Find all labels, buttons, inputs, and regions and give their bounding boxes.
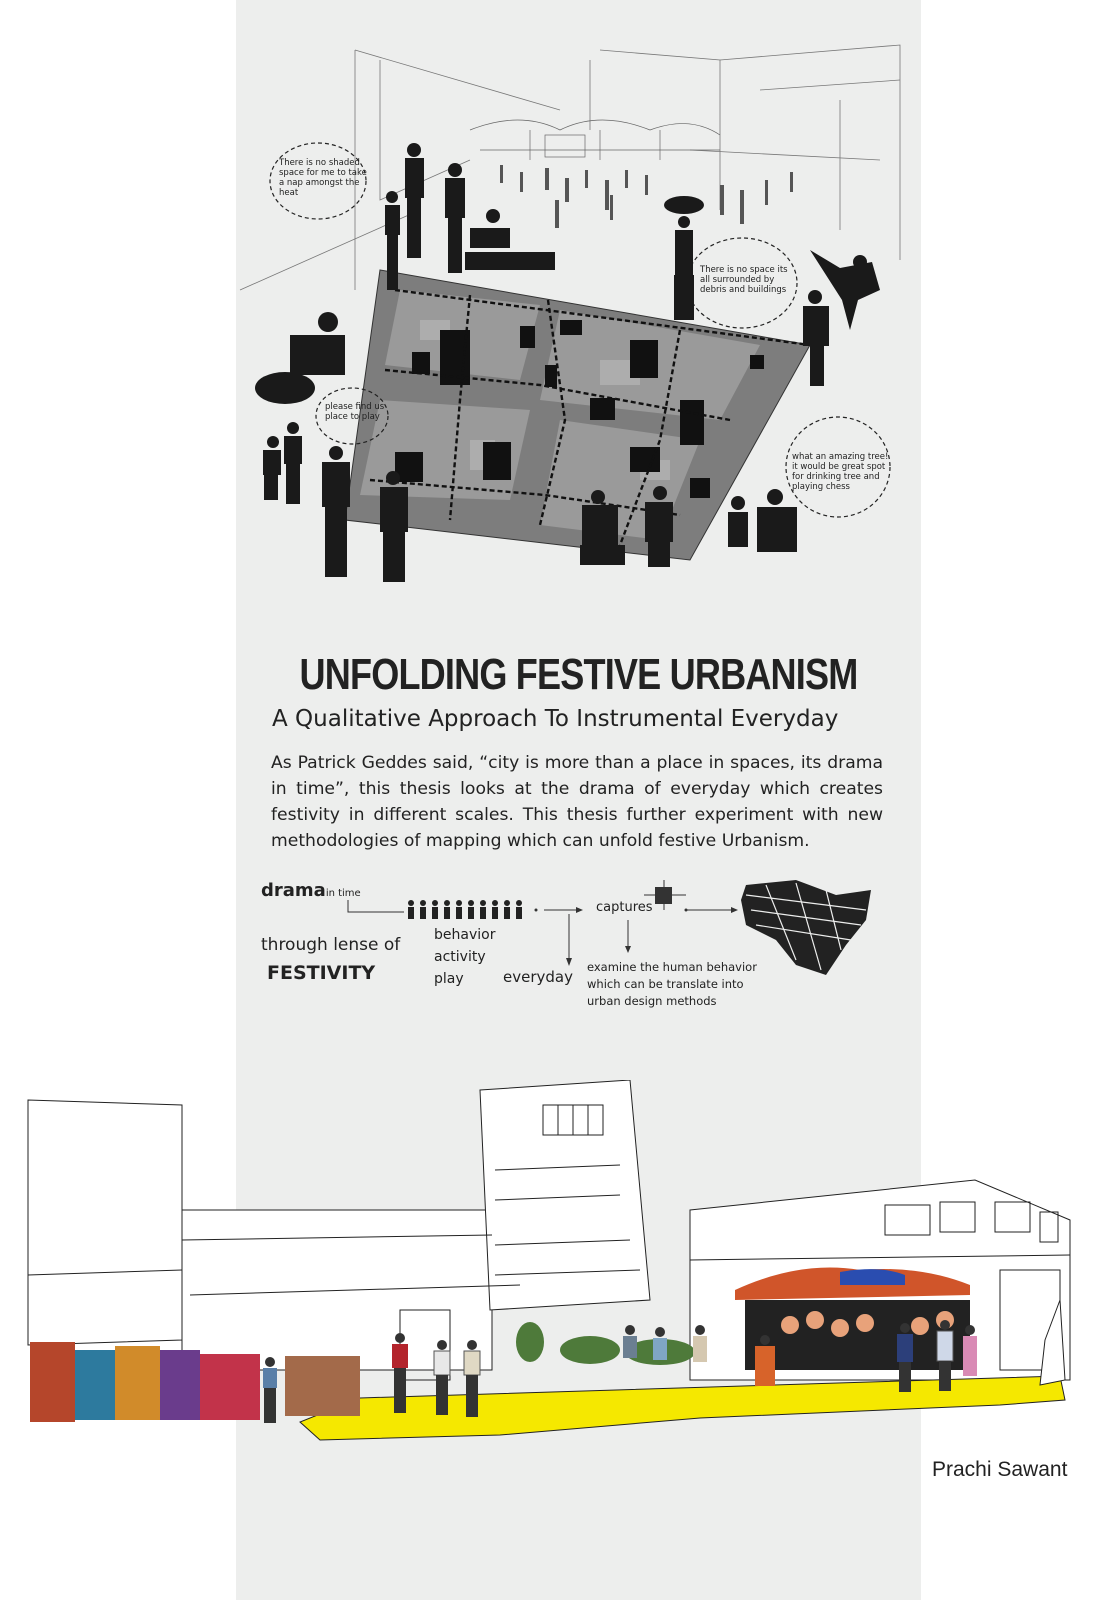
speech-bubble-shade: There is no shaded space for me to take a nap amongst the heat [279,158,367,198]
speech-bubble-space: There is no space its all surrounded by debris and buildings [700,265,788,295]
diagram-behavior: behavior [434,927,496,943]
author-name: Prachi Sawant [932,1458,1068,1481]
poster-body-text: As Patrick Geddes said, “city is more than a place in spaces, its drama in time”, this thesis looks at the drama of everyday which creates festivity in different scales. This thesis further experiment with new methodologies of mapping which can unfold festive Urbanism. [271,753,883,851]
diagram-drama [261,880,361,901]
street-elevation-illustration [0,1080,1120,1500]
diagram-examine-1: examine the human behavior [587,960,757,974]
diagram-through-lense: through lense of [261,935,401,955]
diagram-captures: captures [596,900,653,915]
speech-bubble-tree: what an amazing tree! it would be great spot for drinking tree and playing chess [792,452,889,492]
drama-label: drama [261,880,326,901]
urban-collage-illustration [0,0,1120,620]
speech-bubble-play: please find us place to play [325,402,385,422]
diagram-festivity: FESTIVITY [267,962,376,984]
diagram-lines [236,880,921,1040]
poster-title: UNFOLDING FESTIVE URBANISM [299,650,858,699]
diagram-examine-2: which can be translate into [587,977,744,991]
in-time-label: in time [325,888,361,899]
diagram-examine-3: urban design methods [587,994,717,1008]
diagram-play: play [434,971,464,987]
concept-diagram [236,880,921,1040]
diagram-everyday: everyday [503,968,573,986]
poster-subtitle: A Qualitative Approach To Instrumental Everyday [272,706,839,732]
diagram-activity: activity [434,949,486,965]
